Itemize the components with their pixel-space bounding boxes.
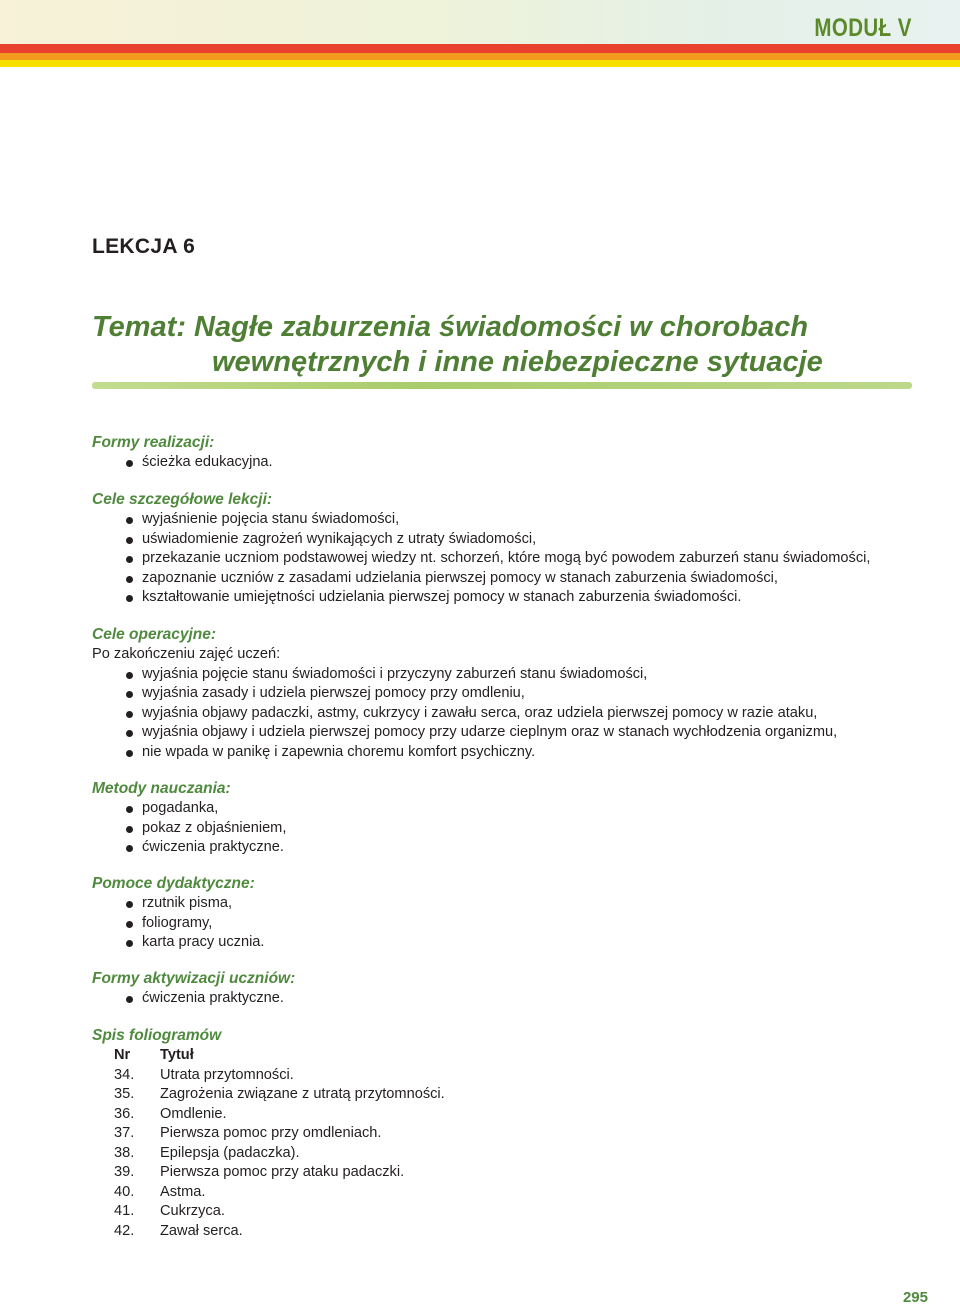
list-item: wyjaśnienie pojęcia stanu świadomości, — [92, 510, 932, 530]
list-item: wyjaśnia objawy padaczki, astmy, cukrzycy i zawału serca, oraz udziela pierwszej pomocy w razie ataku, — [92, 704, 932, 724]
row-title: Epilepsja (padaczka). — [160, 1144, 300, 1161]
methods-section — [92, 779, 932, 858]
bullet-icon — [126, 845, 133, 852]
table-row — [114, 1202, 445, 1222]
bullet-icon — [126, 537, 133, 544]
bullet-icon — [126, 711, 133, 718]
row-title: Utrata przytomności. — [160, 1066, 294, 1083]
forms-section — [92, 433, 932, 473]
row-title: Astma. — [160, 1183, 206, 1200]
list-item: uświadomienie zagrożeń wynikających z utraty świadomości, — [92, 530, 932, 550]
section-title: Pomoce dydaktyczne: — [92, 875, 255, 892]
bullet-icon — [126, 556, 133, 563]
list-item: ścieżka edukacyjna. — [92, 453, 932, 473]
list-item: ćwiczenia praktyczne. — [92, 838, 932, 858]
row-title: Zawał serca. — [160, 1222, 243, 1239]
topic-line-1: Temat: Nagłe zaburzenia świadomości w chorobach — [92, 311, 809, 343]
bullet-icon — [126, 940, 133, 947]
row-nr: 36. — [114, 1105, 135, 1122]
row-title: Omdlenie. — [160, 1105, 227, 1122]
topic-line-2: wewnętrznych i inne niebezpieczne sytuacje — [212, 346, 823, 378]
activation-list — [92, 989, 932, 1009]
operational-intro: Po zakończeniu zajęć uczeń: — [92, 646, 281, 662]
table-header-row — [114, 1046, 445, 1066]
bullet-icon — [126, 730, 133, 737]
list-item: foliogramy, — [92, 914, 932, 934]
aids-list — [92, 894, 932, 953]
row-nr: 38. — [114, 1144, 135, 1161]
row-nr: 35. — [114, 1086, 135, 1102]
table-row — [114, 1105, 445, 1125]
row-nr: 42. — [114, 1222, 135, 1239]
bullet-icon — [126, 921, 133, 928]
bullet-icon — [126, 576, 133, 583]
activation-section — [92, 969, 932, 1009]
row-nr: 40. — [114, 1183, 135, 1200]
list-item: kształtowanie umiejętności udzielania pierwszej pomocy w stanach zaburzenia świadomości. — [92, 588, 932, 608]
table-row — [114, 1183, 445, 1203]
section-title: Formy realizacji: — [92, 434, 215, 451]
list-item: pogadanka, — [92, 799, 932, 819]
goals-list — [92, 510, 932, 608]
row-title: Pierwsza pomoc przy ataku padaczki. — [160, 1164, 405, 1180]
table-row — [114, 1144, 445, 1164]
topic-underline — [92, 382, 912, 389]
bullet-icon — [126, 750, 133, 757]
list-item: karta pracy ucznia. — [92, 933, 932, 953]
bullet-icon — [126, 517, 133, 524]
bullet-icon — [126, 672, 133, 679]
methods-list — [92, 799, 932, 858]
row-title: Cukrzyca. — [160, 1203, 225, 1219]
row-nr: 34. — [114, 1066, 135, 1083]
bullet-icon — [126, 826, 133, 833]
column-header-nr: Nr — [114, 1047, 131, 1063]
list-item: zapoznanie uczniów z zasadami udzielania pierwszej pomocy w stanach zaburzenia świadomości, — [92, 569, 932, 589]
operational-list — [92, 665, 932, 763]
section-title: Cele szczegółowe lekcji: — [92, 491, 273, 508]
row-nr: 39. — [114, 1164, 135, 1180]
row-title: Zagrożenia związane z utratą przytomności. — [160, 1086, 445, 1102]
bullet-icon — [126, 595, 133, 602]
table-row — [114, 1222, 445, 1242]
list-item: wyjaśnia pojęcie stanu świadomości i przyczyny zaburzeń stanu świadomości, — [92, 665, 932, 685]
forms-list — [92, 453, 932, 473]
header-stripe-orange — [0, 53, 960, 60]
section-title: Formy aktywizacji uczniów: — [92, 970, 296, 987]
list-item: pokaz z objaśnieniem, — [92, 819, 932, 839]
list-item: rzutnik pisma, — [92, 894, 932, 914]
list-item: przekazanie uczniom podstawowej wiedzy nt. schorzeń, które mogą być powodem zaburzeń stanu świadomości, — [92, 549, 932, 569]
table-row — [114, 1066, 445, 1086]
page-number: 295 — [902, 1289, 928, 1306]
operational-section — [92, 625, 932, 762]
lesson-title: LEKCJA 6 — [92, 235, 196, 258]
list-item: wyjaśnia objawy i udziela pierwszej pomocy przy udarze cieplnym oraz w stanach wychłodzenia organizmu, — [92, 723, 932, 743]
list-item: wyjaśnia zasady i udziela pierwszej pomocy przy omdleniu, — [92, 684, 932, 704]
section-title: Metody nauczania: — [92, 780, 231, 797]
bullet-icon — [126, 996, 133, 1003]
bullet-icon — [126, 901, 133, 908]
column-header-title: Tytuł — [160, 1047, 194, 1063]
header-stripe-yellow — [0, 60, 960, 67]
bullet-icon — [126, 460, 133, 467]
table-row — [114, 1085, 445, 1105]
aids-section — [92, 874, 932, 953]
row-title: Pierwsza pomoc przy omdleniach. — [160, 1125, 382, 1141]
header-stripe-red — [0, 44, 960, 53]
section-title: Spis foliogramów — [92, 1027, 222, 1044]
table-row — [114, 1163, 445, 1183]
section-title: Cele operacyjne: — [92, 626, 217, 643]
bullet-icon — [126, 691, 133, 698]
bullet-icon — [126, 806, 133, 813]
module-label: MODUŁ V — [814, 14, 912, 42]
foliograms-section — [92, 1026, 932, 1241]
row-nr: 37. — [114, 1125, 135, 1141]
table-row — [114, 1124, 445, 1144]
foliograms-table — [114, 1046, 445, 1241]
list-item: ćwiczenia praktyczne. — [92, 989, 932, 1009]
goals-section — [92, 490, 932, 608]
row-nr: 41. — [114, 1203, 135, 1219]
list-item: nie wpada w panikę i zapewnia choremu komfort psychiczny. — [92, 743, 932, 763]
topic-heading — [92, 310, 922, 380]
